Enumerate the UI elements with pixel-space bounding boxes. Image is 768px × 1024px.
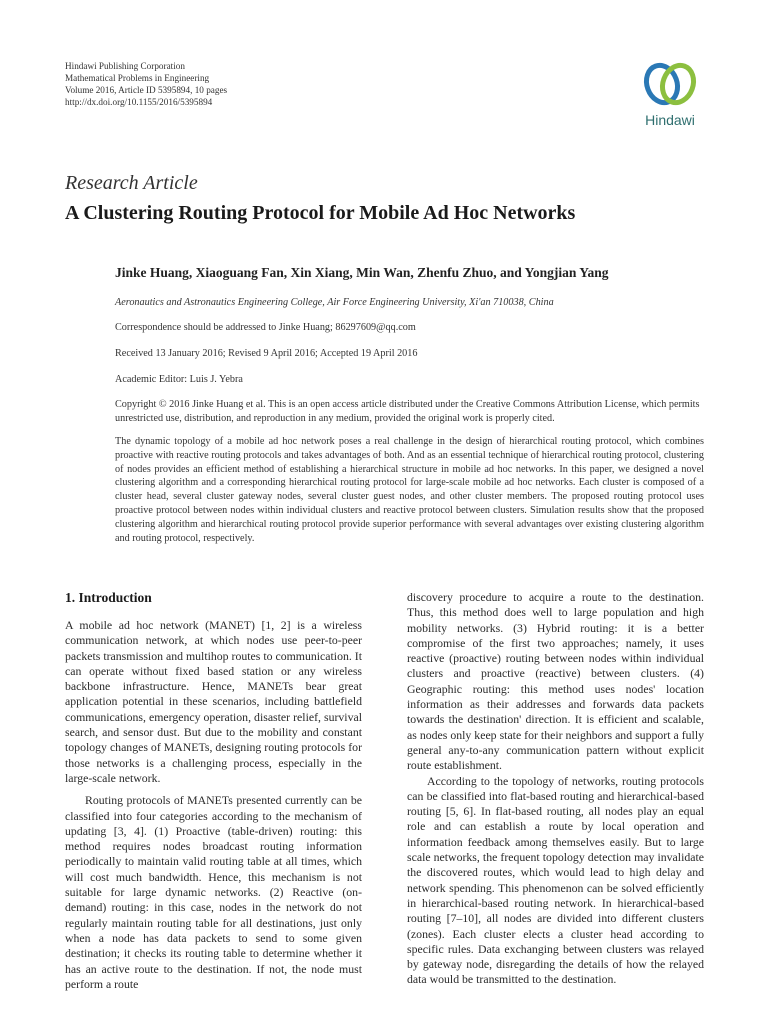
body-column-left bbox=[65, 590, 362, 992]
section-heading-introduction: 1. Introduction bbox=[65, 590, 152, 605]
publication-info bbox=[65, 60, 227, 108]
hindawi-logo-icon bbox=[632, 58, 708, 110]
volume-info: Volume 2016, Article ID 5395894, 10 pages bbox=[65, 85, 228, 95]
paragraph: According to the topology of networks, routing protocols can be classified into flat-based routing and hierarchical-based routing [5, 6]. In flat-based routing, all nodes play an equal role and can establish a route by local operation and information feedback among themselves easily. But to large scale networks, the frequent topology detection may invalidate the discovered routes, which would lead to high delay and network spending. This phenomenon can be solved efficiently in hierarchical-based routing network. In hierarchical-based routing [7–10], all nodes are divided into different clusters (zones). Each cluster elects a cluster head according to specific rules. Data exchanging between clusters was relayed by gateway node, disregarding the details of how the relayed data would be transmitted to the destination. bbox=[407, 773, 704, 987]
journal-name: Mathematical Problems in Engineering bbox=[65, 73, 210, 83]
correspondence: Correspondence should be addressed to Jinke Huang; 86297609@qq.com bbox=[115, 322, 416, 333]
article-title: A Clustering Routing Protocol for Mobile Ad Hoc Networks bbox=[65, 202, 576, 224]
abstract-text: The dynamic topology of a mobile ad hoc network poses a real challenge in the design of hierarchical routing protocol, which combines proactive with reactive routing protocols and takes advantages of both. And as an essential technique of hierarchical routing protocol, clustering of nodes provides an efficient method of establishing a hierarchical structure in mobile ad hoc networks. In this paper, we designed a novel clustering algorithm and a corresponding hierarchical routing protocol for large-scale mobile ad hoc networks. Each cluster is composed of a cluster head, several cluster gateway nodes, several cluster guest nodes, and other cluster members. The proposed routing protocol uses proactive protocol between nodes within individual clusters and reactive protocol between clusters. Simulation results show that the proposed clustering algorithm and hierarchical routing protocol provide superior performance with several advantages over existing clustering algorithm and routing protocol, respectively. bbox=[115, 436, 704, 544]
paragraph: A mobile ad hoc network (MANET) [1, 2] is a wireless communication network, at which nodes use peer-to-peer packets transmission and multihop routes to communication. It can operate without fixed based station or any wireless backbone infrastructure. Hence, MANETs bear great application potential in these scenarios, including battlefield communications, emergency operation, disaster relief, survival search, and sensor dust. But due to the mobility and constant topology changes of MANETs, designing routing protocols for those networks is a challenging process, especially in the large-scale network. bbox=[65, 618, 362, 785]
copyright-notice: Copyright © 2016 Jinke Huang et al. This is an open access article distributed under the Creative Commons Attribution License, which permits unrestricted use, distribution, and reproduction in any medium, provided the original work is properly cited. bbox=[115, 399, 700, 424]
academic-editor: Academic Editor: Luis J. Yebra bbox=[115, 374, 243, 385]
paragraph: discovery procedure to acquire a route to the destination. Thus, this method does well to large population and high mobility networks. (3) Hybrid routing: it is a better compromise of the first two approaches; namely, it uses reactive (proactive) routing between nodes within individual clusters and proactive (reactive) between clusters. (4) Geographic routing: this method uses nodes' location information as their addresses and forwards data packets towards the destination' direction. It is efficient and scalable, as nodes only keep state for their neighbors and support a fully general any-to-any communication pattern without explicit route establishment. bbox=[407, 590, 704, 773]
submission-dates: Received 13 January 2016; Revised 9 April 2016; Accepted 19 April 2016 bbox=[115, 348, 418, 359]
article-type: Research Article bbox=[65, 172, 198, 194]
doi-link[interactable]: http://dx.doi.org/10.1155/2016/5395894 bbox=[65, 97, 213, 107]
hindawi-logo bbox=[632, 58, 708, 130]
affiliation: Aeronautics and Astronautics Engineering College, Air Force Engineering University, Xi'an 710038, China bbox=[115, 297, 554, 308]
hindawi-logo-text: Hindawi bbox=[645, 112, 695, 128]
paragraph: Routing protocols of MANETs presented currently can be classified into four categories according to the mechanism of updating [3, 4]. (1) Proactive (table-driven) routing: this method requires nodes broadcast routing information periodically to maintain valid routing table at all times, which will cost much bandwidth. Hence, this mechanism is not suitable for large dynamic networks. (2) Reactive (on-demand) routing: in this case, nodes in the network do not regularly maintain routing table for all destinations, just only when a node has data packets to send to some given destination; it checks its routing table to determine whether it has an active route to the destination. If not, the node must perform a route bbox=[65, 793, 362, 991]
body-column-right bbox=[407, 590, 704, 988]
publisher-name: Hindawi Publishing Corporation bbox=[65, 61, 185, 71]
author-list: Jinke Huang, Xiaoguang Fan, Xin Xiang, Min Wan, Zhenfu Zhuo, and Yongjian Yang bbox=[115, 265, 609, 280]
